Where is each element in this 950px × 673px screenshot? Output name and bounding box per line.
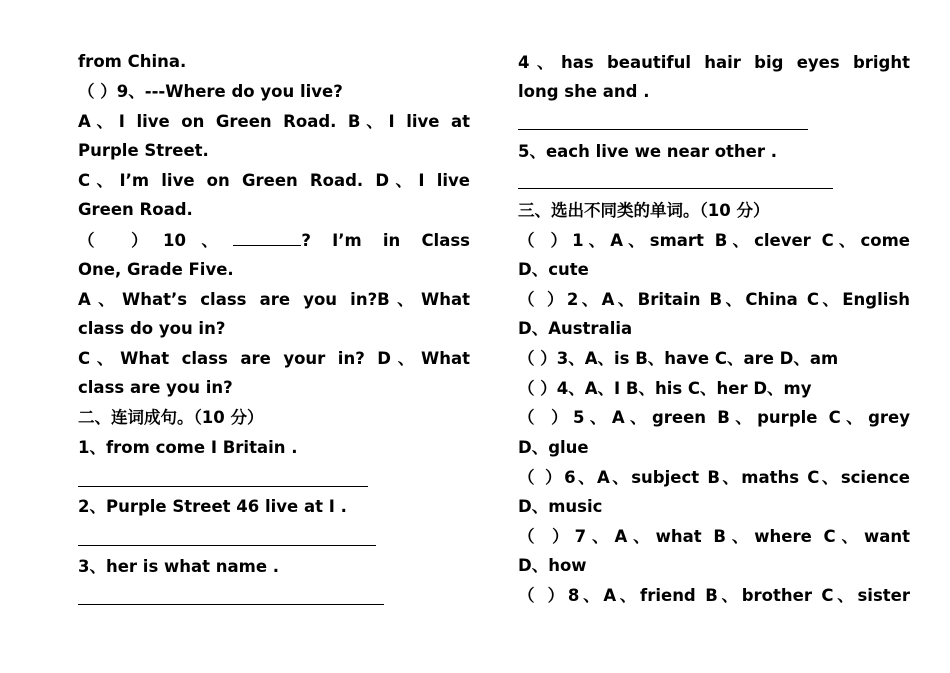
answer-line-5	[518, 188, 833, 189]
odd-word-2-cont: D、Australia	[518, 319, 633, 338]
q10-options-cd-cont: class are you in?	[78, 378, 233, 397]
q10-cont: One, Grade Five.	[78, 260, 234, 279]
odd-word-1-cont: D、cute	[518, 260, 589, 279]
sentence-1: 1、from come I Britain .	[78, 438, 298, 457]
answer-line-4	[518, 129, 808, 130]
q8-continuation: from China.	[78, 52, 187, 71]
odd-word-8: （ ）8、A、friend B、brother C、sister	[518, 586, 910, 605]
sentence-5: 5、each live we near other .	[518, 142, 778, 161]
sentence-4-cont: long she and .	[518, 82, 650, 101]
q10-options-cd: C、What class are your in? D、What	[78, 349, 470, 368]
odd-word-1: （ ）1、A、smart B、clever C、come	[518, 231, 910, 250]
q9-options-cd: C、I’m live on Green Road. D、I live	[78, 171, 470, 190]
q9-options-ab-cont: Purple Street.	[78, 141, 209, 160]
q10-suffix: ? I’m in Class	[301, 231, 470, 250]
q10-prefix: （ ）10、	[78, 231, 234, 250]
odd-word-3: （ ）3、A、is B、have C、are D、am	[518, 349, 839, 368]
odd-word-7-cont: D、how	[518, 556, 587, 575]
section-3-title: 三、选出不同类的单词。（10 分）	[518, 201, 770, 220]
q9-options-cd-cont: Green Road.	[78, 200, 193, 219]
odd-word-7: （ ）7、A、what B、where C、want	[518, 527, 910, 546]
odd-word-6-cont: D、music	[518, 497, 603, 516]
answer-line-2	[78, 545, 376, 546]
section-2-title: 二、连词成句。（10 分）	[78, 408, 264, 427]
answer-line-3	[78, 604, 384, 605]
odd-word-4: （ ）4、A、I B、his C、her D、my	[518, 379, 812, 398]
q10-options-ab-cont: class do you in?	[78, 319, 226, 338]
sentence-2: 2、Purple Street 46 live at I .	[78, 497, 347, 516]
q9-options-ab: A、I live on Green Road. B、I live at	[78, 112, 470, 131]
question-10	[78, 230, 470, 251]
question-9: （ ）9、---Where do you live?	[78, 82, 343, 101]
odd-word-2: （ ）2、A、Britain B、China C、English	[518, 290, 910, 309]
sentence-4: 4、has beautiful hair big eyes bright	[518, 53, 910, 72]
odd-word-6: （ ）6、A、subject B、maths C、science	[518, 468, 910, 487]
q10-options-ab: A、What’s class are you in?B、What	[78, 290, 470, 309]
answer-line-1	[78, 486, 368, 487]
q10-answer-blank	[233, 230, 301, 246]
odd-word-5: （ ）5、A、green B、purple C、grey	[518, 408, 910, 427]
sentence-3: 3、her is what name .	[78, 557, 280, 576]
odd-word-5-cont: D、glue	[518, 438, 589, 457]
